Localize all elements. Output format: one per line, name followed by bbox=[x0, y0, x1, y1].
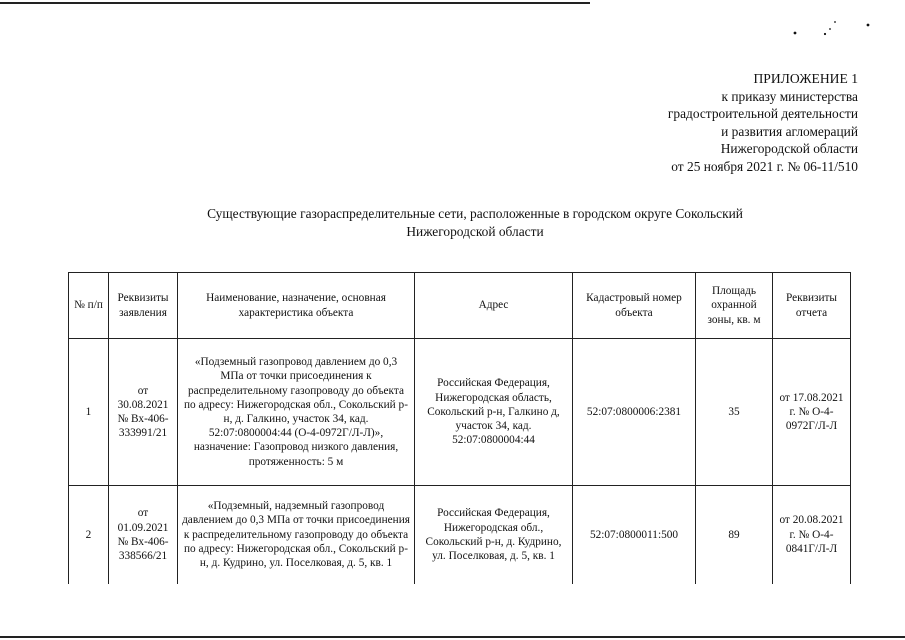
appendix-title: ПРИЛОЖЕНИЕ 1 bbox=[753, 71, 858, 86]
cell-cadastral: 52:07:0800006:2381 bbox=[573, 339, 696, 486]
table-row bbox=[69, 486, 851, 584]
table-row bbox=[69, 339, 851, 486]
document-title-line: Существующие газораспределительные сети, расположенные в городском округе Сокольский bbox=[207, 206, 743, 221]
document-title-line: Нижегородской области bbox=[406, 224, 544, 239]
cell-num: 1 bbox=[69, 339, 109, 486]
cell-num: 2 bbox=[69, 486, 109, 584]
header-cadastral: Кадастровый номер объекта bbox=[573, 273, 696, 339]
cell-address: Российская Федерация, Нижегородская обл., Сокольский р-н, д. Кудрино, ул. Поселковая, д. 5, кв. 1 bbox=[415, 486, 573, 584]
header-address: Адрес bbox=[415, 273, 573, 339]
top-scan-line bbox=[0, 2, 590, 4]
appendix-line: от 25 ноября 2021 г. № 06-11/510 bbox=[671, 158, 858, 174]
header-name: Наименование, назначение, основная характеристика объекта bbox=[178, 273, 415, 339]
header-area: Площадь охранной зоны, кв. м bbox=[696, 273, 773, 339]
header-num: № п/п bbox=[69, 273, 109, 339]
cell-request: от 30.08.2021 № Вх-406-333991/21 bbox=[109, 339, 178, 486]
cell-name: «Подземный газопровод давлением до 0,3 МПа от точки присоединения к распределительному газопроводу до объекта по адресу: Нижегородская обл., Сокольский р-н, д. Галкино, участок 34, кад. 52:07:0800004:44 (О-4-0972Г/Л-Л)», назначение: Газопровод низкого давления, протяженность: 5 м bbox=[178, 339, 415, 486]
scan-specks bbox=[792, 18, 872, 40]
cell-area: 35 bbox=[696, 339, 773, 486]
cell-cadastral: 52:07:0800011:500 bbox=[573, 486, 696, 584]
appendix-block bbox=[558, 70, 858, 175]
gas-network-table bbox=[68, 272, 851, 584]
cell-request: от 01.09.2021 № Вх-406-338566/21 bbox=[109, 486, 178, 584]
cell-name: «Подземный, надземный газопровод давлением до 0,3 МПа от точки присоединения к распределительному газопроводу до объекта по адресу: Нижегородская обл., Сокольский р-н, д. Кудрино, ул. Поселковая, д. 5, кв. 1 bbox=[178, 486, 415, 584]
appendix-line: и развития агломераций bbox=[721, 123, 858, 139]
document-title bbox=[60, 205, 890, 241]
header-report: Реквизиты отчета bbox=[773, 273, 851, 339]
cell-report: от 17.08.2021 г. № О-4-0972Г/Л-Л bbox=[773, 339, 851, 486]
cell-report: от 20.08.2021 г. № О-4-0841Г/Л-Л bbox=[773, 486, 851, 584]
header-request: Реквизиты заявления bbox=[109, 273, 178, 339]
appendix-line: Нижегородской области bbox=[720, 141, 858, 156]
cell-area: 89 bbox=[696, 486, 773, 584]
appendix-line: к приказу министерства bbox=[721, 88, 858, 104]
appendix-line: градостроительной деятельности bbox=[667, 106, 858, 121]
bottom-scan-line bbox=[0, 636, 905, 638]
table-header-row bbox=[69, 273, 851, 339]
cell-address: Российская Федерация, Нижегородская область, Сокольский р-н, Галкино д, участок 34, кад. 52:07:0800004:44 bbox=[415, 339, 573, 486]
